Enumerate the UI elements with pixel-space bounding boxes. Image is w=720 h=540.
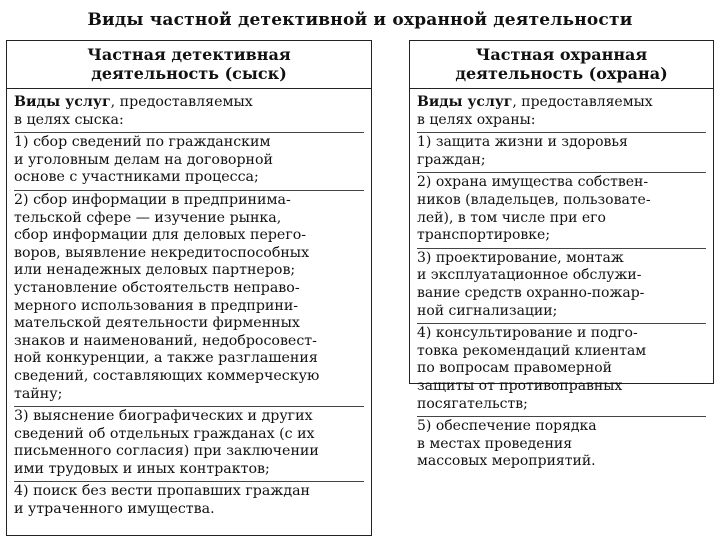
detective-service-item-2: 2) сбор информации в предпринима- тельской сфере — изучение рынка, сбор информации для деловых перего- воров, выявление некредитоспособных или ненадежных деловых партнеров; установление обстоятельств неправо- мерного использования в предприни- мательской деятельности фирменных знаков и наименований, недобросовест- ной конкуренции, а также разглашения сведений, составляющих коммерческую тайну; [14,191,364,407]
detective-services-intro [14,93,364,133]
security-service-item-3: 3) проектирование, монтаж и эксплуатационное обслужи- вание средств охранно-пожар- ной сигнализации; [417,249,706,324]
page-title: Виды частной детективной и охранной деятельности [87,10,633,30]
security-activity-column [409,40,714,470]
detective-service-item-3: 3) выяснение биографических и других сведений об отдельных гражданах (с их письменного согласия) при заключении ими трудовых и иных контрактов; [14,407,364,482]
security-service-item-1: 1) защита жизни и здоровья граждан; [417,133,706,173]
detective-service-item-1: 1) сбор сведений по гражданским и уголовным делам на договорной основе с участниками процесса; [14,133,364,191]
detective-activity-column [6,40,372,536]
security-services-intro [417,93,706,133]
security-column-heading: Частная охранная деятельность (охрана) [410,41,713,89]
security-service-item-5: 5) обеспечение порядка в местах проведения массовых мероприятий. [417,418,597,470]
security-intro-text: , предоставляемых в целях охраны: [417,94,653,128]
detective-intro-text: , предоставляемых в целях сыска: [14,94,253,128]
detective-services-list [7,89,371,522]
security-service-item-4: 4) консультирование и подго- товка рекомендаций клиентам по вопросам правомерной защиты от противоправных посягательств; [417,324,706,417]
security-intro-bold: Виды услуг [417,94,513,110]
detective-column-heading: Частная детективная деятельность (сыск) [7,41,371,89]
security-services-list [410,89,713,474]
detective-service-item-4: 4) поиск без вести пропавших граждан и утраченного имущества. [14,483,310,518]
security-service-item-2: 2) охрана имущества собствен- ников (владельцев, пользовате- лей), в том числе при его транспортировке; [417,173,706,248]
detective-intro-bold: Виды услуг [14,94,111,110]
